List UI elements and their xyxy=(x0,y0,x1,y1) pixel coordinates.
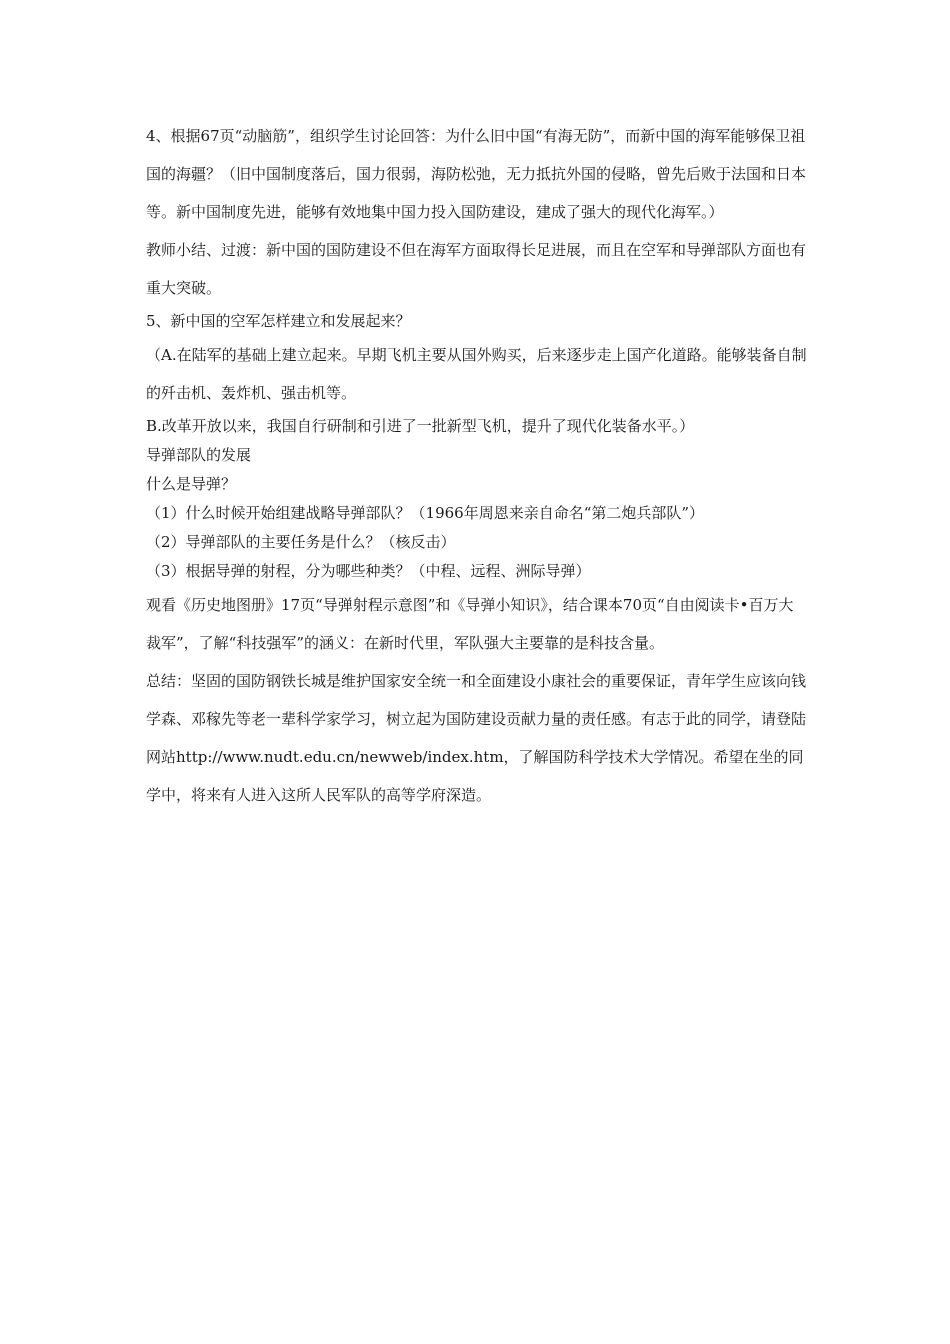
paragraph-answer-b: B.改革开放以来，我国自行研制和引进了一批新型飞机，提升了现代化装备水平。） xyxy=(146,417,695,435)
paragraph-question-4: 4、根据67页“动脑筋”，组织学生讨论回答：为什么旧中国“有海无防”，而新中国的海军能够保卫祖国的海疆？（旧中国制度落后，国力很弱，海防松弛，无力抵抗外国的侵略，曾先后败于法国和日本等。新中国制度先进，能够有效地集中国力投入国防建设，建成了强大的现代化海军。） xyxy=(146,127,807,221)
paragraph-conclusion: 总结：坚固的国防钢铁长城是维护国家安全统一和全面建设小康社会的重要保证，青年学生应该向钱学森、邓稼先等老一辈科学家学习，树立起为国防建设贡献力量的责任感。有志于此的同学，请登陆网站http://www.nudt.edu.cn/newweb/index.htm，了解国防科学技术大学情况。希望在坐的同学中，将来有人进入这所人民军队的高等学府深造。 xyxy=(146,672,807,804)
paragraph-missile-q3: （3）根据导弹的射程，分为哪些种类？（中程、远程、洲际导弹） xyxy=(146,562,591,580)
paragraph-what-is-missile: 什么是导弹？ xyxy=(146,475,237,493)
section-heading-missile: 导弹部队的发展 xyxy=(146,446,252,464)
paragraph-teacher-summary: 教师小结、过渡：新中国的国防建设不但在海军方面取得长足进展，而且在空军和导弹部队方面也有重大突破。 xyxy=(146,241,807,297)
paragraph-missile-q2: （2）导弹部队的主要任务是什么？（核反击） xyxy=(146,533,456,551)
paragraph-question-5: 5、新中国的空军怎样建立和发展起来？ xyxy=(146,312,411,330)
paragraph-watch-map: 观看《历史地图册》17页“导弹射程示意图”和《导弹小知识》，结合课本70页“自由阅读卡•百万大裁军”，了解“科技强军”的涵义：在新时代里，军队强大主要靠的是科技含量。 xyxy=(146,596,794,652)
document-body xyxy=(146,117,808,814)
paragraph-answer-a: （A.在陆军的基础上建立起来。早期飞机主要从国外购买，后来逐步走上国产化道路。能够装备自制的歼击机、轰炸机、强击机等。 xyxy=(146,346,807,402)
paragraph-missile-q1: （1）什么时候开始组建战略导弹部队？（1966年周恩来亲自命名“第二炮兵部队”） xyxy=(146,504,705,522)
